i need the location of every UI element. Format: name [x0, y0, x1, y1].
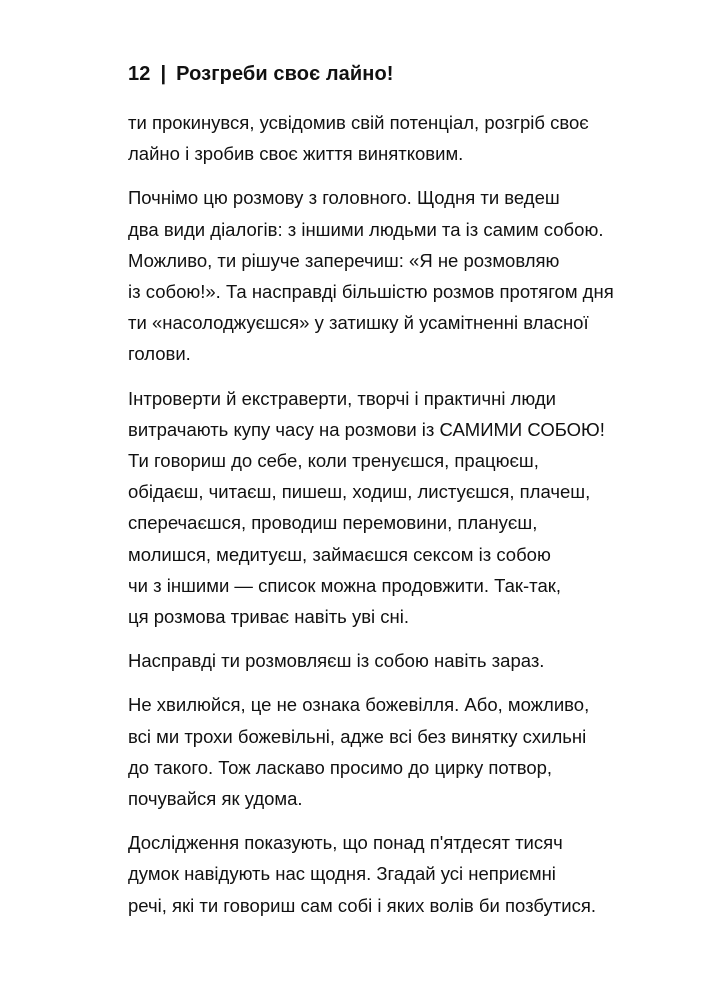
header-separator: |	[160, 63, 167, 85]
page-number: 12	[128, 63, 151, 85]
paragraph	[128, 645, 628, 676]
text-line: Насправді ти розмовляєш із собою навіть зараз.	[128, 650, 545, 672]
paragraph	[128, 383, 628, 633]
paragraph	[128, 827, 628, 921]
text-line: речі, які ти говориш сам собі і яких волів би позбутися.	[128, 894, 596, 916]
text-line: Можливо, ти рішуче заперечиш: «Я не розмовляю	[128, 249, 560, 271]
text-line: Інтроверти й екстраверти, творчі і практичні люди	[128, 387, 556, 409]
book-title: Розгреби своє лайно!	[176, 63, 394, 85]
text-line: Не хвилюйся, це не ознака божевілля. Або, можливо,	[128, 694, 590, 716]
paragraph	[128, 107, 628, 169]
text-line: чи з іншими — список можна продовжити. Так-так,	[128, 574, 561, 596]
text-line: обідаєш, читаєш, пишеш, ходиш, листуєшся, плачеш,	[128, 481, 591, 503]
text-line: сперечаєшся, проводиш перемовини, плануєш,	[128, 512, 538, 534]
running-header	[128, 60, 394, 88]
text-line: молишся, медитуєш, займаєшся сексом із собою	[128, 543, 551, 565]
text-line: Ти говориш до себе, коли тренуєшся, працюєш,	[128, 450, 539, 472]
text-line: лайно і зробив своє життя винятковим.	[128, 143, 464, 165]
text-line: ця розмова триває навіть уві сні.	[128, 606, 409, 628]
text-line: два види діалогів: з іншими людьми та із самим собою.	[128, 218, 604, 240]
text-line: ти прокинувся, усвідомив свій потенціал, розгріб своє	[128, 112, 589, 133]
paragraph	[128, 182, 628, 369]
text-line: ти «насолоджуєшся» у затишку й усамітненні власної	[128, 312, 589, 334]
text-line: голови.	[128, 343, 191, 365]
text-line: Дослідження показують, що понад п'ятдесят тисяч	[128, 832, 563, 854]
body-text	[128, 107, 628, 934]
text-line: всі ми трохи божевільні, адже всі без винятку схильні	[128, 725, 587, 747]
text-line: із собою!». Та насправді більшістю розмов протягом дня	[128, 281, 614, 303]
text-line: Почнімо цю розмову з головного. Щодня ти ведеш	[128, 187, 560, 209]
text-line: почувайся як удома.	[128, 788, 303, 810]
text-line: витрачають купу часу на розмови із САМИМИ СОБОЮ!	[128, 418, 605, 440]
text-line: думок навідують нас щодня. Згадай усі неприємні	[128, 863, 556, 885]
paragraph	[128, 689, 628, 814]
text-line: до такого. Тож ласкаво просимо до цирку потвор,	[128, 756, 553, 778]
